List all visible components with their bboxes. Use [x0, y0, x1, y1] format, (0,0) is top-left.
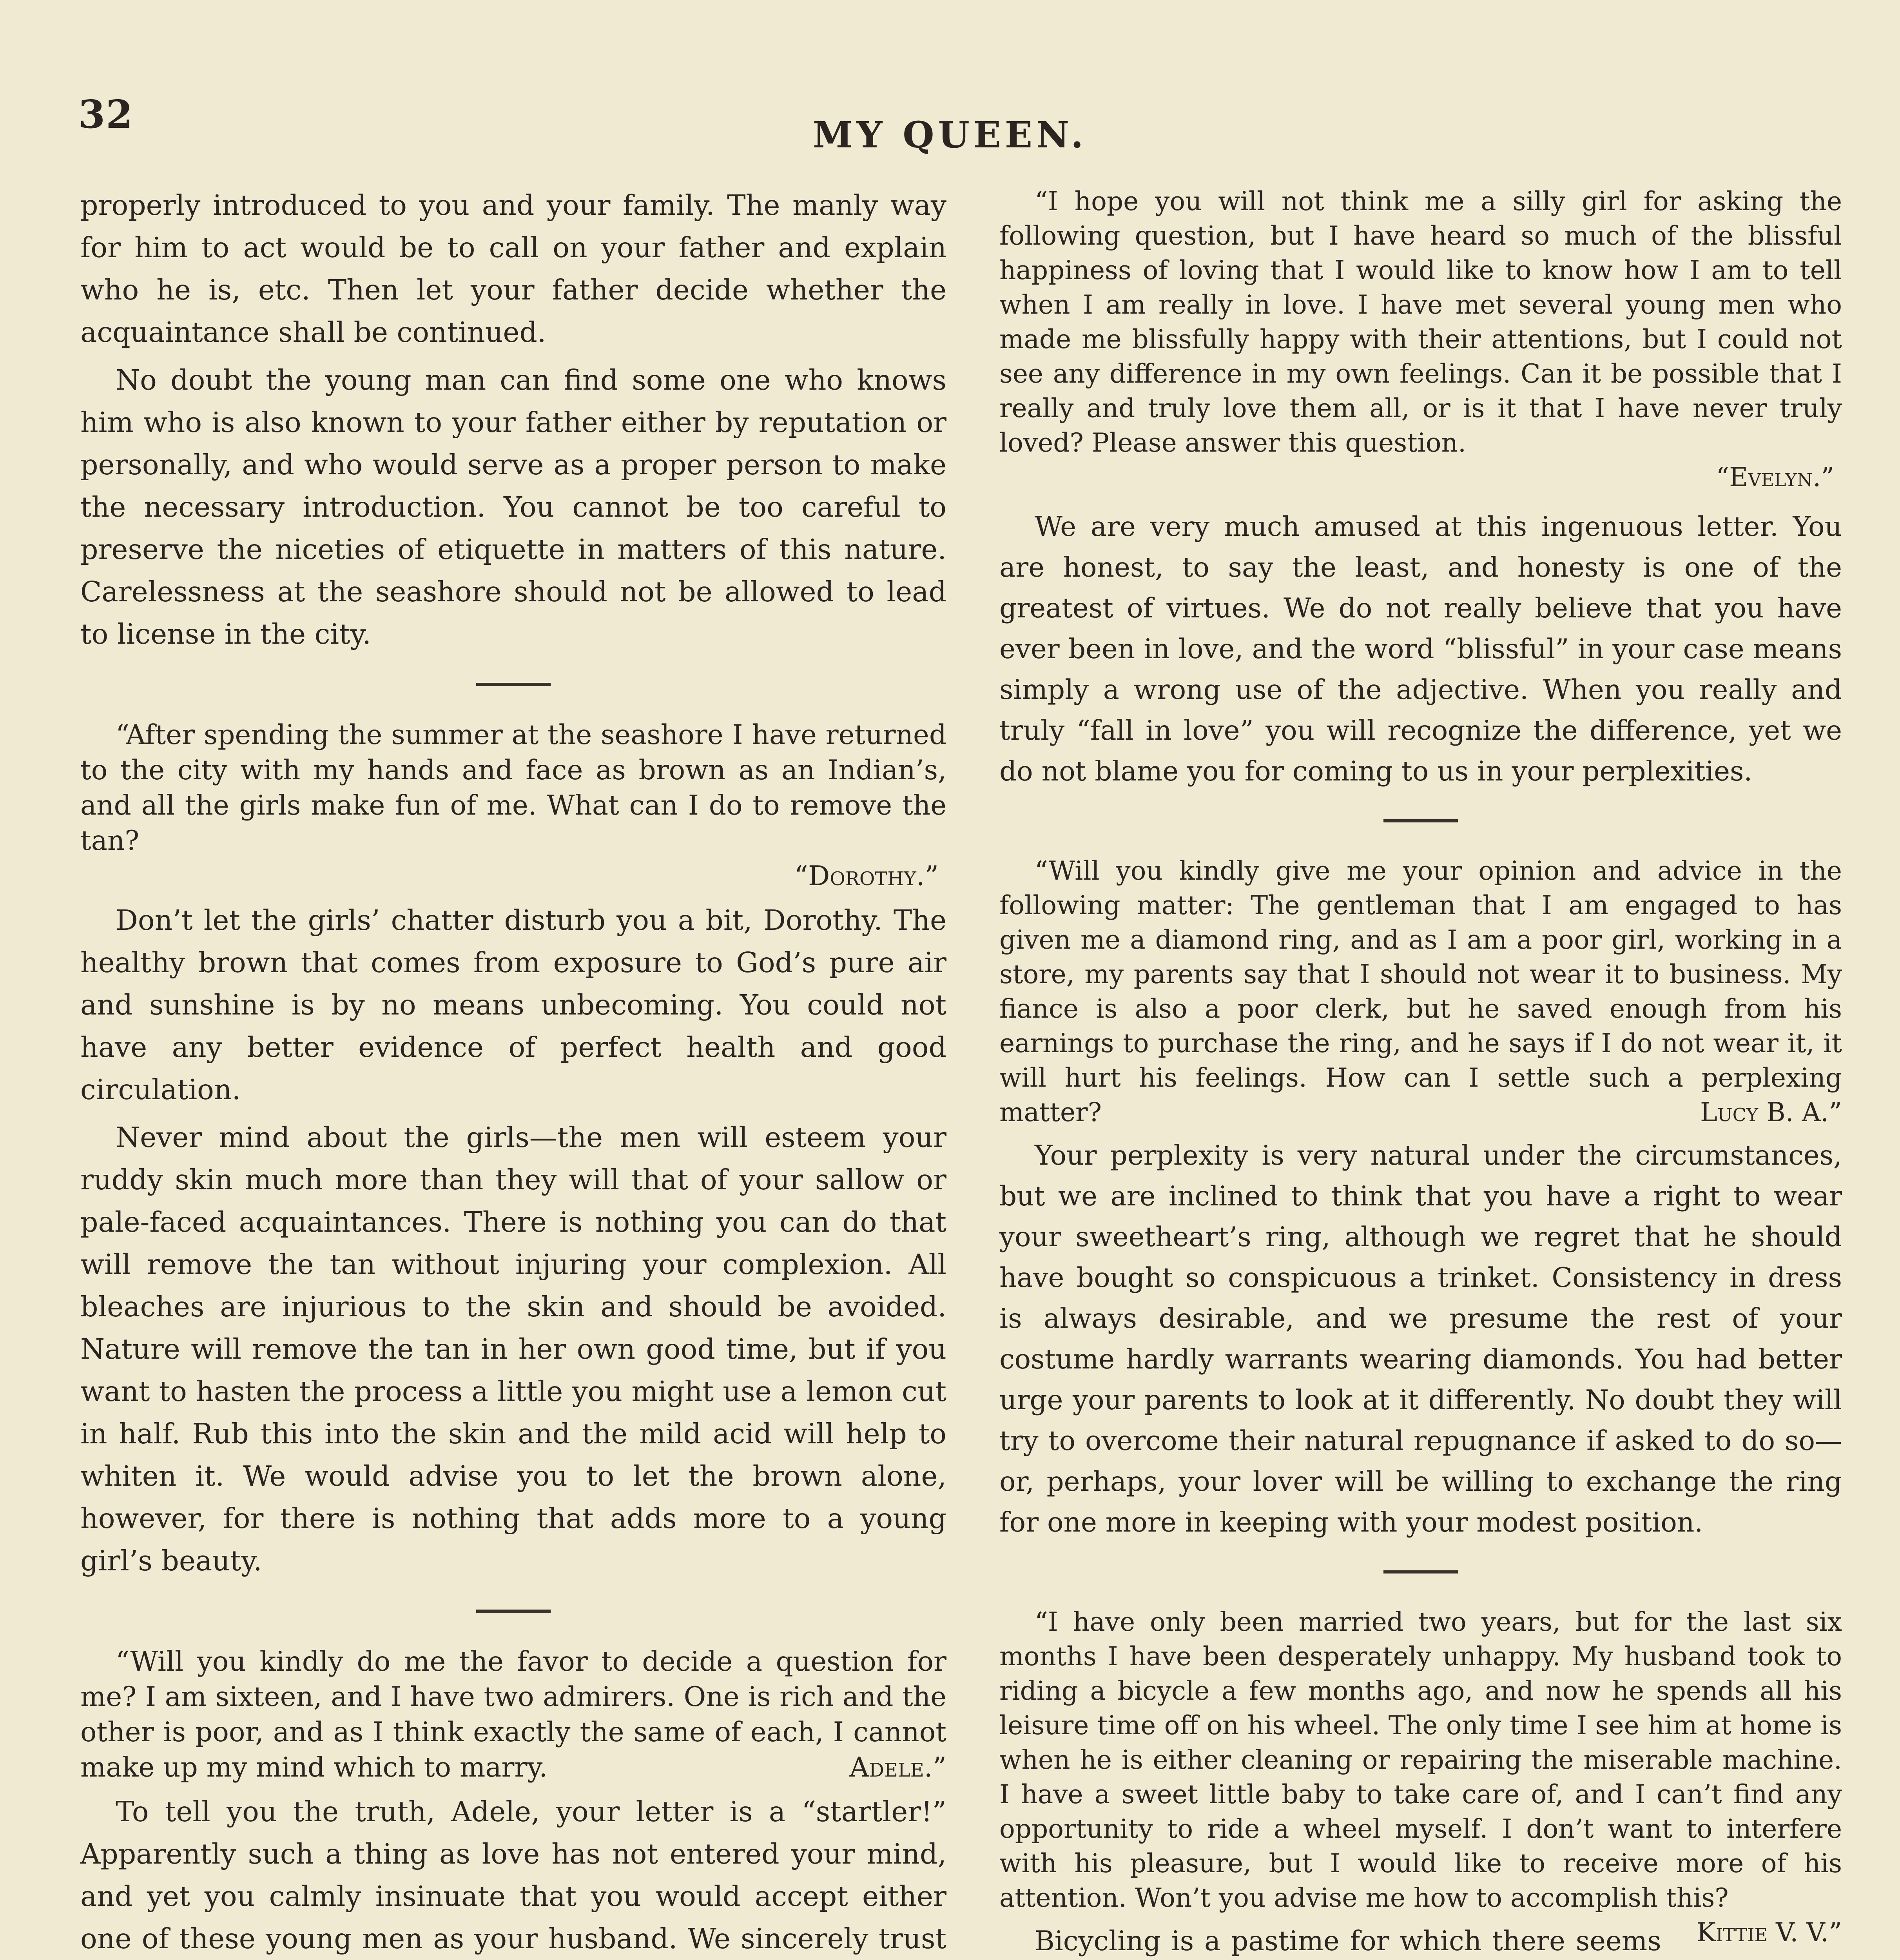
body-paragraph: Your perplexity is very natural under the circumstances, but we are inclined to think that you have a right to wear your sweetheart’s ring, although we regret that he should have bought so conspicuous a trinket. Consistency in dress is always desirable, and we presume the rest of your costume hardly warrants wearing diamonds. You had better urge your parents to look at it differently. No doubt they will try to overcome their natural repugnance if asked to do so—or, perhaps, your lover will be willing to exchange the ring for one more in keeping with your modest position.	[999, 1140, 1842, 1538]
letter-signature: “Evelyn.”	[1716, 462, 1834, 492]
body-paragraph: No doubt the young man can find some one who knows him who is also known to your father either by reputation or personally, and who would serve as a proper person to make the necessary introduction. You cannot be too careful to preserve the niceties of etiquette in matters of this nature. Carelessness at the seashore should not be allowed to lead to license in the city.	[80, 364, 946, 650]
body-paragraph: Bicycling is a pastime for which there seems	[1035, 1926, 1661, 1957]
letter-text: “After spending the summer at the seashore I have returned to the city with my hands and face as brown as an Indian’s, and all the girls make fun of me. What can I do to remove the tan?	[80, 719, 946, 857]
section-divider	[1383, 819, 1458, 822]
letter-signature: “Dorothy.”	[794, 860, 939, 892]
section-divider	[476, 683, 551, 686]
section-divider	[1383, 1570, 1458, 1573]
letter-text: “Will you kindly give me your opinion and advice in the following matter: The gentleman that I am engaged to has given me a diamond ring, and as I am a poor girl, working in a store, my parents say that I should not wear it to business. My fiance is also a poor clerk, but he saved enough from his earnings to purchase the ring, and he says if I do not wear it, it will hurt his feelings. How can I settle such a perplexing matter?	[999, 856, 1842, 1127]
letter-text: “I hope you will not think me a silly girl for asking the following question, but I have heard so much of the blissful happiness of loving that I would like to know how I am to tell when I am really in love. I have met several young men who made me blissfully happy with their attentions, but I could not see any difference in my own feelings. Can it be possible that I really and truly love them all, or is it that I have never truly loved? Please answer this question.	[999, 186, 1842, 458]
body-paragraph: Don’t let the girls’ chatter disturb you a bit, Dorothy. The healthy brown that comes from exposure to God’s pure air and sunshine is by no means unbecoming. You could not have any better evidence of perfect health and good circulation.	[80, 904, 946, 1106]
running-title: MY QUEEN.	[812, 114, 1088, 156]
body-paragraph: Never mind about the girls—the men will esteem your ruddy skin much more than they will that of your sallow or pale-faced acquaintances. There is nothing you can do that will remove the tan without injuring your complexion. All bleaches are injurious to the skin and should be avoided. Nature will remove the tan in her own good time, but if you want to hasten the process a little you might use a lemon cut in half. Rub this into the skin and the mild acid will help to whiten it. We would advise you to let the brown alone, however, for there is nothing that adds more to a young girl’s beauty.	[80, 1121, 946, 1577]
letter-signature: Lucy B. A.”	[1700, 1097, 1842, 1127]
body-paragraph: To tell you the truth, Adele, your letter is a “startler!” Apparently such a thing as love has not entered your mind, and yet you calmly insinuate that you would accept either one of these young men as your husband. We sincerely trust	[80, 1795, 946, 1955]
right-column	[999, 184, 1842, 1960]
body-paragraph: properly introduced to you and your family. The manly way for him to act would be to call on your father and explain who he is, etc. Then let your father decide whether the acquaintance shall be continued.	[80, 189, 946, 348]
left-column	[80, 184, 946, 1960]
letter-signature: Kittie V. V.”	[1696, 1917, 1842, 1947]
letter-signature: Adele.”	[849, 1752, 946, 1783]
reader-letter	[80, 717, 946, 894]
reader-letter	[999, 854, 1842, 1130]
letter-text: “I have only been married two years, but for the last six months I have been desperately unhappy. My husband took to riding a bicycle a few months ago, and now he spends all his leisure time off on his wheel. The only time I see him at home is when he is either cleaning or repairing the miserable machine. I have a sweet little baby to take care of, and I can’t find any opportunity to ride a wheel myself. I don’t want to interfere with his pleasure, but I would like to receive more of his attention. Won’t you advise me how to accomplish this?	[999, 1607, 1842, 1913]
section-divider	[476, 1610, 551, 1613]
reader-letter	[999, 184, 1842, 495]
body-paragraph: We are very much amused at this ingenuous letter. You are honest, to say the least, and honesty is one of the greatest of virtues. We do not really believe that you have ever been in love, and the word “blissful” in your case means simply a wrong use of the adjective. When you really and truly “fall in love” you will recognize the difference, yet we do not blame you for coming to us in your perplexities.	[999, 511, 1842, 787]
page-number: 32	[78, 92, 134, 137]
reader-letter	[80, 1644, 946, 1785]
letter-text: “Will you kindly do me the favor to decide a question for me? I am sixteen, and I have two admirers. One is rich and the other is poor, and as I think exactly the same of each, I cannot make up my mind which to marry.	[80, 1646, 946, 1783]
